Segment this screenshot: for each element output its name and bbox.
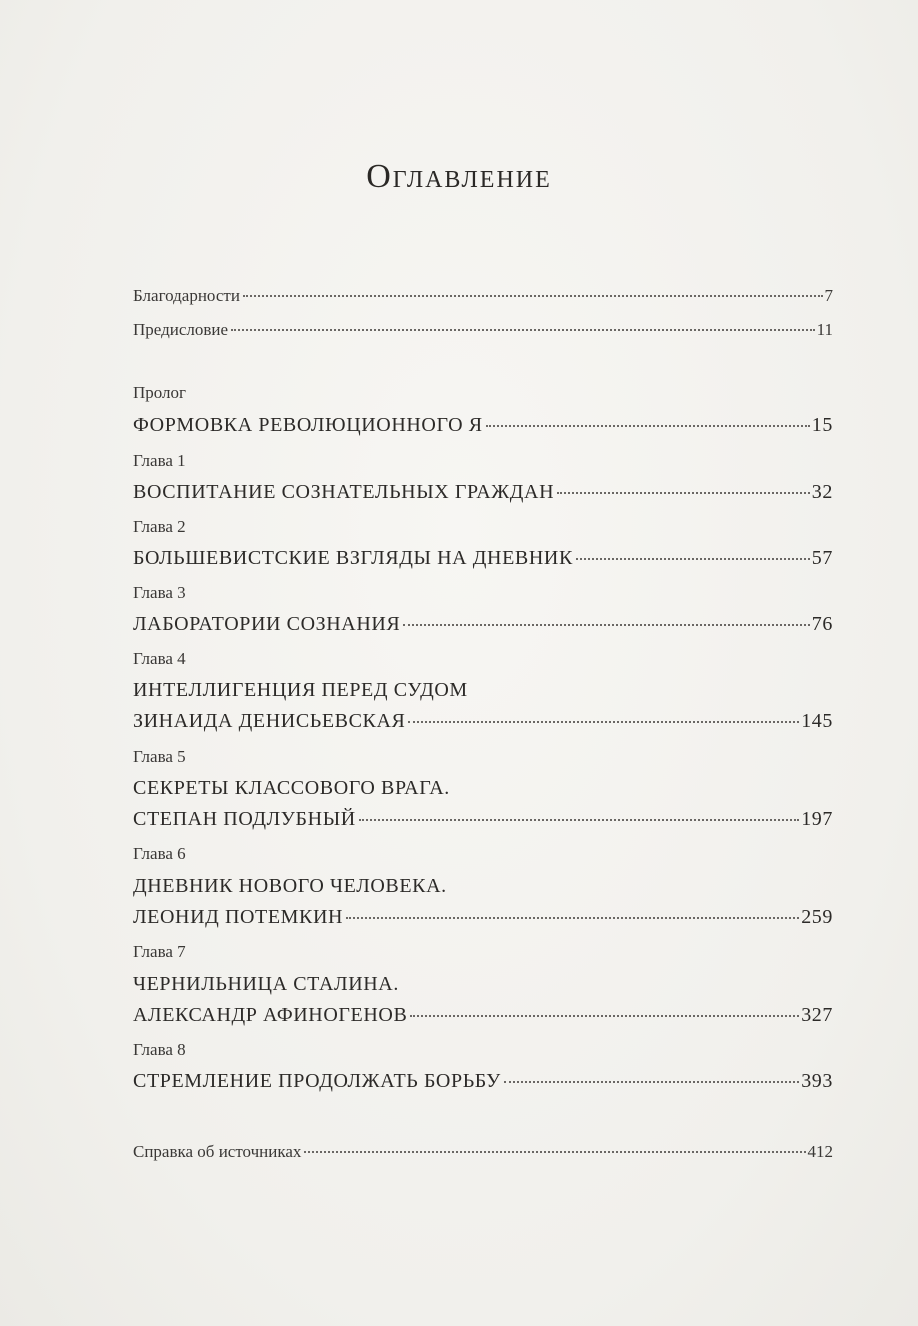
toc-page-number: 11 [816, 320, 833, 339]
toc-entry-title: СТЕПАН ПОДЛУБНЫЙ [133, 808, 356, 830]
dot-leader [557, 492, 810, 494]
toc-page-number: 197 [801, 808, 833, 830]
toc-page-number: 15 [811, 414, 833, 436]
dot-leader [576, 558, 810, 560]
dot-leader [231, 329, 815, 331]
dot-leader [304, 1151, 805, 1153]
toc-entry-chapter-3 [133, 613, 833, 636]
toc-entry-chapter-2 [133, 547, 833, 570]
chapter-label: Глава 4 [133, 649, 186, 668]
toc-entry-chapter-4-line-1: ИНТЕЛЛИГЕНЦИЯ ПЕРЕД СУДОМ [133, 679, 468, 701]
toc-entry-chapter-5-line-1: СЕКРЕТЫ КЛАССОВОГО ВРАГА. [133, 777, 450, 799]
toc-entry-chapter-4 [133, 710, 833, 733]
toc-page-number: 327 [801, 1004, 833, 1026]
toc-page-number: 32 [811, 481, 833, 503]
toc-entry-title: ЛЕОНИД ПОТЕМКИН [133, 906, 344, 928]
toc-entry-title: АЛЕКСАНДР АФИНОГЕНОВ [133, 1004, 408, 1026]
toc-entry-title: ЛАБОРАТОРИИ СОЗНАНИЯ [133, 613, 401, 635]
toc-entry-title: Справка об источниках [133, 1142, 302, 1161]
dot-leader [359, 819, 799, 821]
toc-entry-preface [133, 320, 833, 340]
dot-leader [408, 721, 799, 723]
toc-page-number: 412 [807, 1142, 833, 1161]
toc-page-number: 76 [811, 613, 833, 635]
toc-entry-title: ФОРМОВКА РЕВОЛЮЦИОННОГО Я [133, 414, 483, 436]
page-title: Оглавление [366, 158, 552, 195]
chapter-label: Глава 2 [133, 517, 186, 536]
toc-page-number: 393 [801, 1070, 833, 1092]
toc-entry-title: Благодарности [133, 286, 240, 305]
dot-leader [504, 1081, 799, 1083]
toc-entry-chapter-8 [133, 1070, 833, 1093]
dot-leader [403, 624, 809, 626]
toc-entry-chapter-7 [133, 1004, 833, 1027]
toc-entry-chapter-5 [133, 808, 833, 831]
dot-leader [243, 295, 823, 297]
dot-leader [486, 425, 810, 427]
toc-entry-acknowledgements [133, 286, 833, 306]
toc-page-number: 259 [801, 906, 833, 928]
prologue-label: Пролог [133, 383, 187, 402]
toc-page-number: 7 [824, 286, 833, 305]
toc-entry-chapter-7-line-1: ЧЕРНИЛЬНИЦА СТАЛИНА. [133, 973, 399, 995]
toc-entry-title: ЗИНАИДА ДЕНИСЬЕВСКАЯ [133, 710, 406, 732]
chapter-label: Глава 5 [133, 747, 186, 766]
chapter-label: Глава 6 [133, 844, 186, 863]
toc-entry-prologue [133, 414, 833, 437]
chapter-label: Глава 8 [133, 1040, 186, 1059]
toc-entry-title: ВОСПИТАНИЕ СОЗНАТЕЛЬНЫХ ГРАЖДАН [133, 481, 555, 503]
toc-page-number: 145 [801, 710, 833, 732]
toc-entry-chapter-6-line-1: ДНЕВНИК НОВОГО ЧЕЛОВЕКА. [133, 875, 447, 897]
toc-entry-title: Предисловие [133, 320, 229, 339]
chapter-label: Глава 7 [133, 942, 186, 961]
toc-entry-chapter-6 [133, 906, 833, 929]
toc-page-number: 57 [811, 547, 833, 569]
toc-entry-chapter-1 [133, 481, 833, 504]
chapter-label: Глава 1 [133, 451, 186, 470]
toc-entry-title: БОЛЬШЕВИСТСКИЕ ВЗГЛЯДЫ НА ДНЕВНИК [133, 547, 573, 569]
toc-entry-title: СТРЕМЛЕНИЕ ПРОДОЛЖАТЬ БОРЬБУ [133, 1070, 501, 1092]
chapter-label: Глава 3 [133, 583, 186, 602]
dot-leader [410, 1015, 799, 1017]
dot-leader [346, 917, 799, 919]
toc-entry-sources [133, 1142, 833, 1162]
